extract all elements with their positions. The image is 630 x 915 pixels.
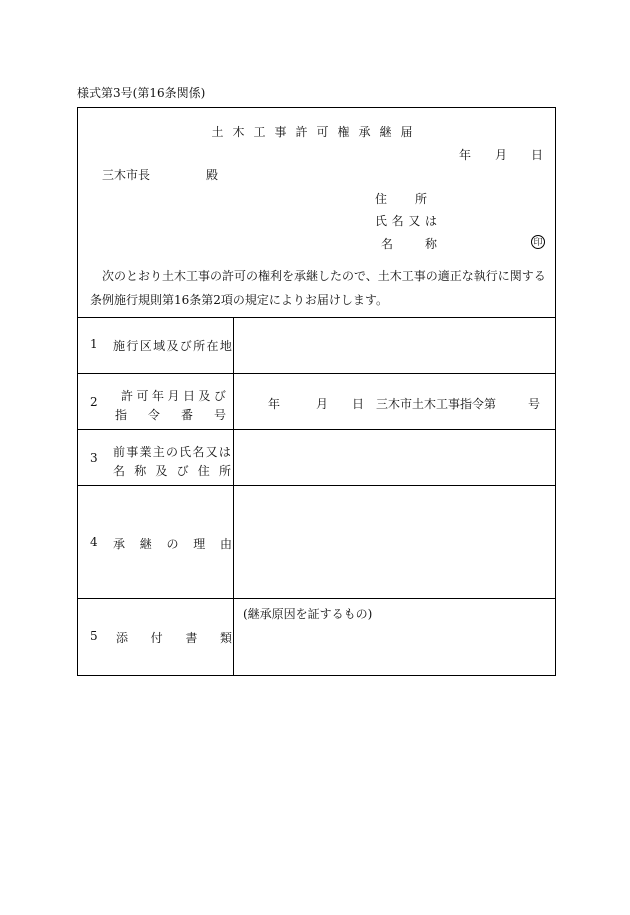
divider [78, 429, 555, 430]
applicant-name-label: 氏 名 又 は [375, 214, 437, 228]
notification-text: 次のとおり土木工事の許可の権利を承継したので、土木工事の適正な執行に関する条例施行規則第16条第2項の規定によりお届けします。 [90, 269, 546, 307]
form-frame [77, 107, 556, 676]
attachments-note: (継承原因を証するもの) [243, 607, 373, 621]
row-label-attachments: 添 付 書 類 [116, 631, 232, 645]
addressee-name: 三木市長 [102, 168, 151, 182]
day-label: 日 [530, 148, 543, 162]
title-text: 土木工事許可権承継届 [211, 125, 422, 139]
row-label-location: 施 行 区 域 及 び 所 在 地 [113, 339, 232, 353]
applicant-address-label: 住 所 [375, 192, 427, 206]
applicant-title-label: 名 称 [381, 237, 437, 251]
addressee-honorific: 殿 [206, 168, 219, 182]
row-number: 4 [90, 535, 98, 549]
row-label-reason: 承 継 の 理 由 [113, 537, 232, 551]
permit-number-suffix: 号 [527, 397, 540, 411]
seal-mark: 印 [531, 235, 545, 249]
addressee [102, 166, 218, 183]
permit-day-label: 日 [352, 397, 365, 411]
row-number: 5 [90, 629, 98, 643]
divider [78, 598, 555, 599]
divider [78, 373, 555, 374]
row-number: 1 [90, 337, 98, 351]
permit-number-prefix: 三木市土木工事指令第 [376, 397, 497, 411]
divider [78, 317, 555, 318]
row-label-previous-owner: 前 事 業 主 の 氏 名 又 は 名 称 及 び 住 所 [113, 445, 231, 478]
divider [78, 485, 555, 486]
permit-month-label: 月 [316, 397, 329, 411]
date-fields [459, 146, 543, 163]
row-number: 2 [90, 395, 98, 409]
permit-value [268, 395, 540, 412]
month-label: 月 [494, 148, 507, 162]
permit-year-label: 年 [268, 397, 281, 411]
row-label-permit-date: 許 可 年 月 日 及 び 指 令 番 号 [115, 389, 226, 422]
form-title [78, 123, 555, 140]
form-number-label: 様式第3号(第16条関係) [77, 86, 206, 100]
row-number: 3 [90, 451, 98, 465]
year-label: 年 [458, 148, 471, 162]
column-divider [233, 317, 234, 675]
